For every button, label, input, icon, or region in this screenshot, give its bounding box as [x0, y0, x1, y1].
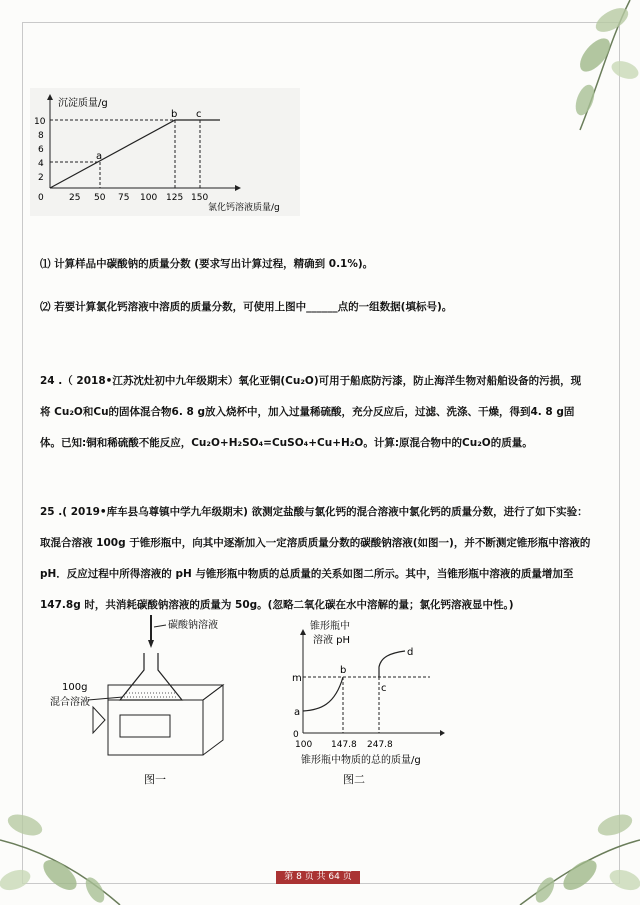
ph-curve-cd [379, 651, 405, 677]
precipitate-chart [30, 88, 300, 216]
problem-25 [40, 497, 610, 621]
problem-25-line: 取混合溶液 100g 于锥形瓶中，向其中逐渐加入一定溶质质量分数的碳酸钠溶液(如图一)，并不断测定锥形瓶中溶液的 [40, 537, 591, 549]
point-label-b: b [171, 109, 178, 120]
ph-x-tick: 100 [295, 740, 313, 750]
ph-level-a: a [294, 707, 301, 718]
problem-25-line: 25 .( 2019•库车县乌尊镇中学九年级期末) 欲测定盐酸与氯化钙的混合溶液中氯化钙的质量分数，进行了如下实验： [40, 506, 588, 518]
problem-24 [40, 366, 610, 459]
figure-2-caption: 图二 [343, 773, 365, 786]
ph-level-m: m [292, 673, 302, 684]
sodium-carbonate-label: 碳酸钠溶液 [168, 620, 218, 631]
leaf-decoration-bottom-left [0, 780, 130, 905]
y-tick: 10 [34, 117, 46, 127]
y-tick: 6 [38, 145, 44, 155]
x-tick: 50 [94, 193, 106, 203]
y-tick: 4 [38, 159, 44, 169]
ph-y-label-2: 溶液 pH [313, 635, 351, 646]
x-tick: 0 [38, 193, 44, 203]
x-axis-label: 氯化钙溶液质量/g [208, 203, 280, 213]
problem-25-line: pH．反应过程中所得溶液的 pH 与锥形瓶中物质的总质量的关系如图二所示。其中，当锥形瓶中溶液的质量增加至 [40, 568, 574, 580]
apparatus-figure [48, 615, 263, 790]
point-label-b: b [340, 665, 347, 676]
x-tick: 150 [191, 193, 209, 203]
problem-24-line: 24 .（ 2018•江苏沈灶初中九年级期末）氧化亚铜(Cu₂O)可用于船底防污漆，防止海洋生物对船舶设备的污损，现 [40, 375, 582, 387]
ph-origin: 0 [293, 730, 299, 740]
x-tick: 75 [118, 193, 130, 203]
x-tick: 25 [69, 193, 81, 203]
ph-x-tick: 147.8 [331, 740, 357, 750]
point-label-d: d [407, 647, 414, 658]
problem-24-line: 体。已知:铜和稀硫酸不能反应，Cu₂O+H₂SO₄=CuSO₄+Cu+H₂O。计算:原混合物中的Cu₂O的质量。 [40, 437, 533, 449]
page-footer: 第 8 页 共 64 页 [276, 871, 360, 884]
y-axis-label: 沉淀质量/g [58, 98, 108, 109]
figure-1-caption: 图一 [144, 773, 166, 786]
leaf-decoration-bottom-right [490, 780, 640, 905]
mixed-solution-label: 混合溶液 [50, 697, 90, 708]
point-label-c: c [196, 109, 202, 120]
mixed-solution-mass: 100g [62, 682, 88, 693]
problem-25-line: 147.8g 时，共消耗碳酸钠溶液的质量为 50g。(忽略二氧化碳在水中溶解的量；氯化钙溶液显中性。) [40, 599, 514, 611]
question-1: ⑴ 计算样品中碳酸钠的质量分数 (要求写出计算过程，精确到 0.1%)。 [40, 258, 374, 270]
ph-curve-ab [303, 677, 343, 711]
ph-y-label-1: 锥形瓶中 [310, 621, 350, 632]
ph-x-label: 锥形瓶中物质的总的质量/g [301, 755, 421, 766]
y-tick: 2 [38, 173, 44, 183]
x-tick: 100 [140, 193, 158, 203]
y-tick: 8 [38, 131, 44, 141]
leaf-decoration-top-right [540, 0, 640, 140]
problem-24-line: 将 Cu₂O和Cu的固体混合物6. 8 g放入烧杯中，加入过量稀硫酸，充分反应后，过滤、洗涤、干燥，得到4. 8 g固 [40, 406, 575, 418]
point-label-a: a [96, 151, 103, 162]
ph-x-tick: 247.8 [367, 740, 393, 750]
point-label-c: c [381, 683, 387, 694]
x-tick: 125 [166, 193, 184, 203]
question-2: ⑵ 若要计算氯化钙溶液中溶质的质量分数，可使用上图中______点的一组数据(填标号)。 [40, 301, 453, 313]
ph-chart [275, 615, 445, 790]
